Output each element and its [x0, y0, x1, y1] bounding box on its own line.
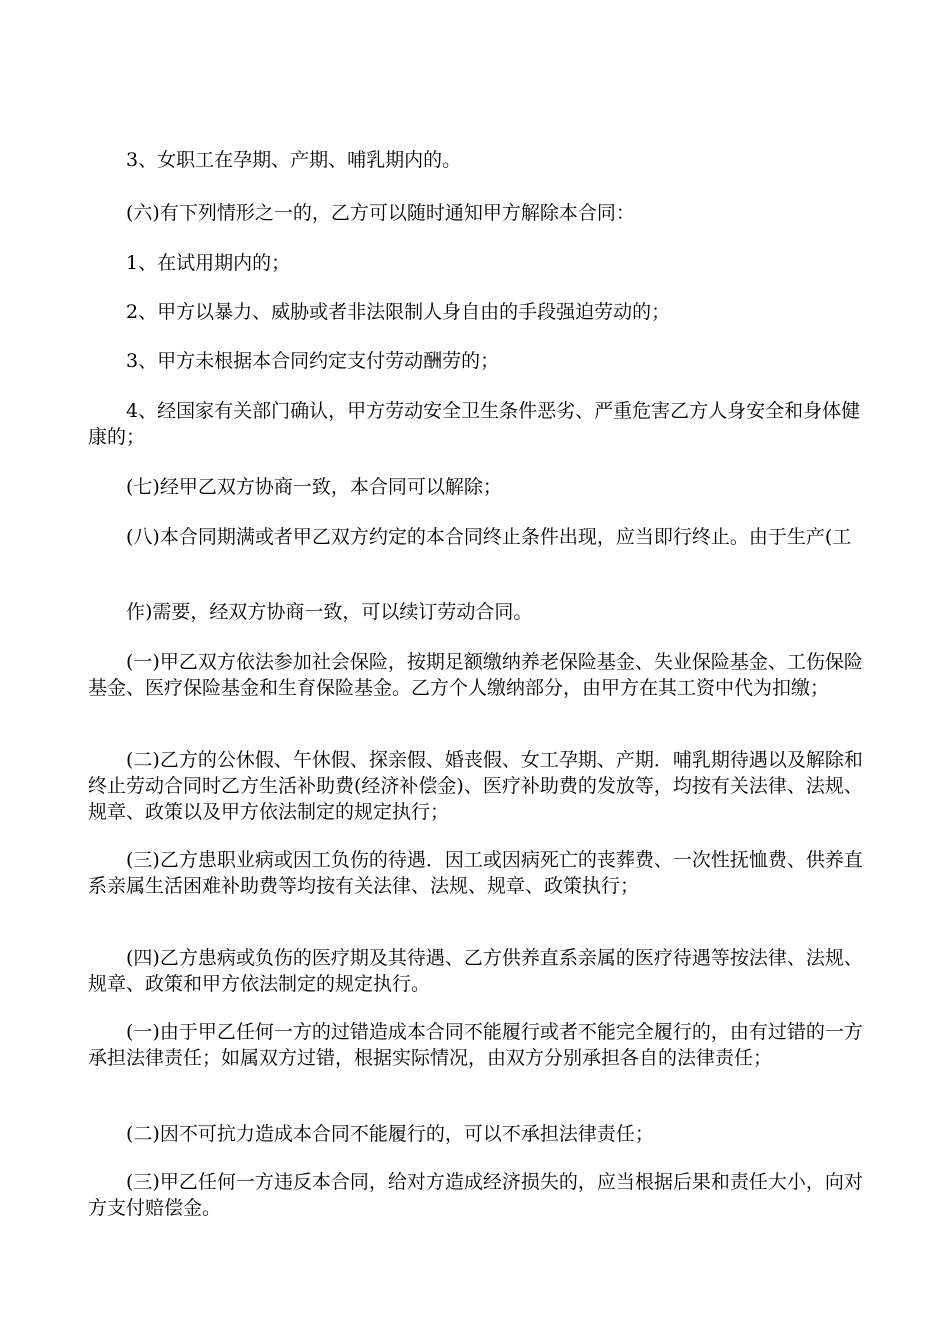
paragraph-liability-3: (三)甲乙任何一方违反本合同，给对方造成经济损失的，应当根据后果和责任大小，向对方支付赔偿金。: [88, 1171, 863, 1219]
paragraph-clause-6-item-3: 3、甲方未根据本合同约定支付劳动酬劳的；: [126, 350, 500, 372]
paragraph-insurance-1: (一)甲乙双方依法参加社会保险，按期足额缴纳养老保险基金、失业保险基金、工伤保险基金、医疗保险基金和生育保险基金。乙方个人缴纳部分，由甲方在其工资中代为扣缴；: [88, 651, 863, 699]
paragraph-liability-2: (二)因不可抗力造成本合同不能履行的，可以不承担法律责任；: [126, 1123, 654, 1145]
paragraph-clause-8-continued: 作)需要，经双方协商一致，可以续订劳动合同。: [126, 601, 533, 623]
paragraph-clause-6-heading: (六)有下列情形之一的，乙方可以随时通知甲方解除本合同：: [126, 202, 635, 224]
paragraph-clause-5-item-3: 3、女职工在孕期、产期、哺乳期内的。: [126, 149, 462, 171]
paragraph-clause-6-item-4: 4、经国家有关部门确认，甲方劳动安全卫生条件恶劣、严重危害乙方人身安全和身体健康的；: [88, 400, 861, 448]
paragraph-insurance-2: (二)乙方的公休假、午休假、探亲假、婚丧假、女工孕期、产期．哺乳期待遇以及解除和终止劳动合同时乙方生活补助费(经济补偿金)、医疗补助费的发放等，均按有关法律、法规、规章、政策以及甲方依法制定的规定执行；: [88, 749, 863, 823]
paragraph-clause-6-item-2: 2、甲方以暴力、威胁或者非法限制人身自由的手段强迫劳动的；: [126, 301, 671, 323]
paragraph-insurance-3: (三)乙方患职业病或因工负伤的待遇．因工或因病死亡的丧葬费、一次性抚恤费、供养直系亲属生活困难补助费等均按有关法律、法规、规章、政策执行；: [88, 849, 863, 897]
paragraph-liability-1: (一)由于甲乙任何一方的过错造成本合同不能履行或者不能完全履行的，由有过错的一方承担法律责任；如属双方过错，根据实际情况，由双方分别承担各自的法律责任；: [88, 1021, 863, 1069]
paragraph-insurance-4: (四)乙方患病或负伤的医疗期及其待遇、乙方供养直系亲属的医疗待遇等按法律、法规、规章、政策和甲方依法制定的规定执行。: [88, 947, 863, 995]
paragraph-clause-7: (七)经甲乙双方协商一致，本合同可以解除；: [126, 476, 502, 498]
paragraph-clause-8: (八)本合同期满或者甲乙双方约定的本合同终止条件出现，应当即行终止。由于生产(工: [126, 526, 852, 548]
paragraph-clause-6-item-1: 1、在试用期内的；: [126, 252, 291, 274]
